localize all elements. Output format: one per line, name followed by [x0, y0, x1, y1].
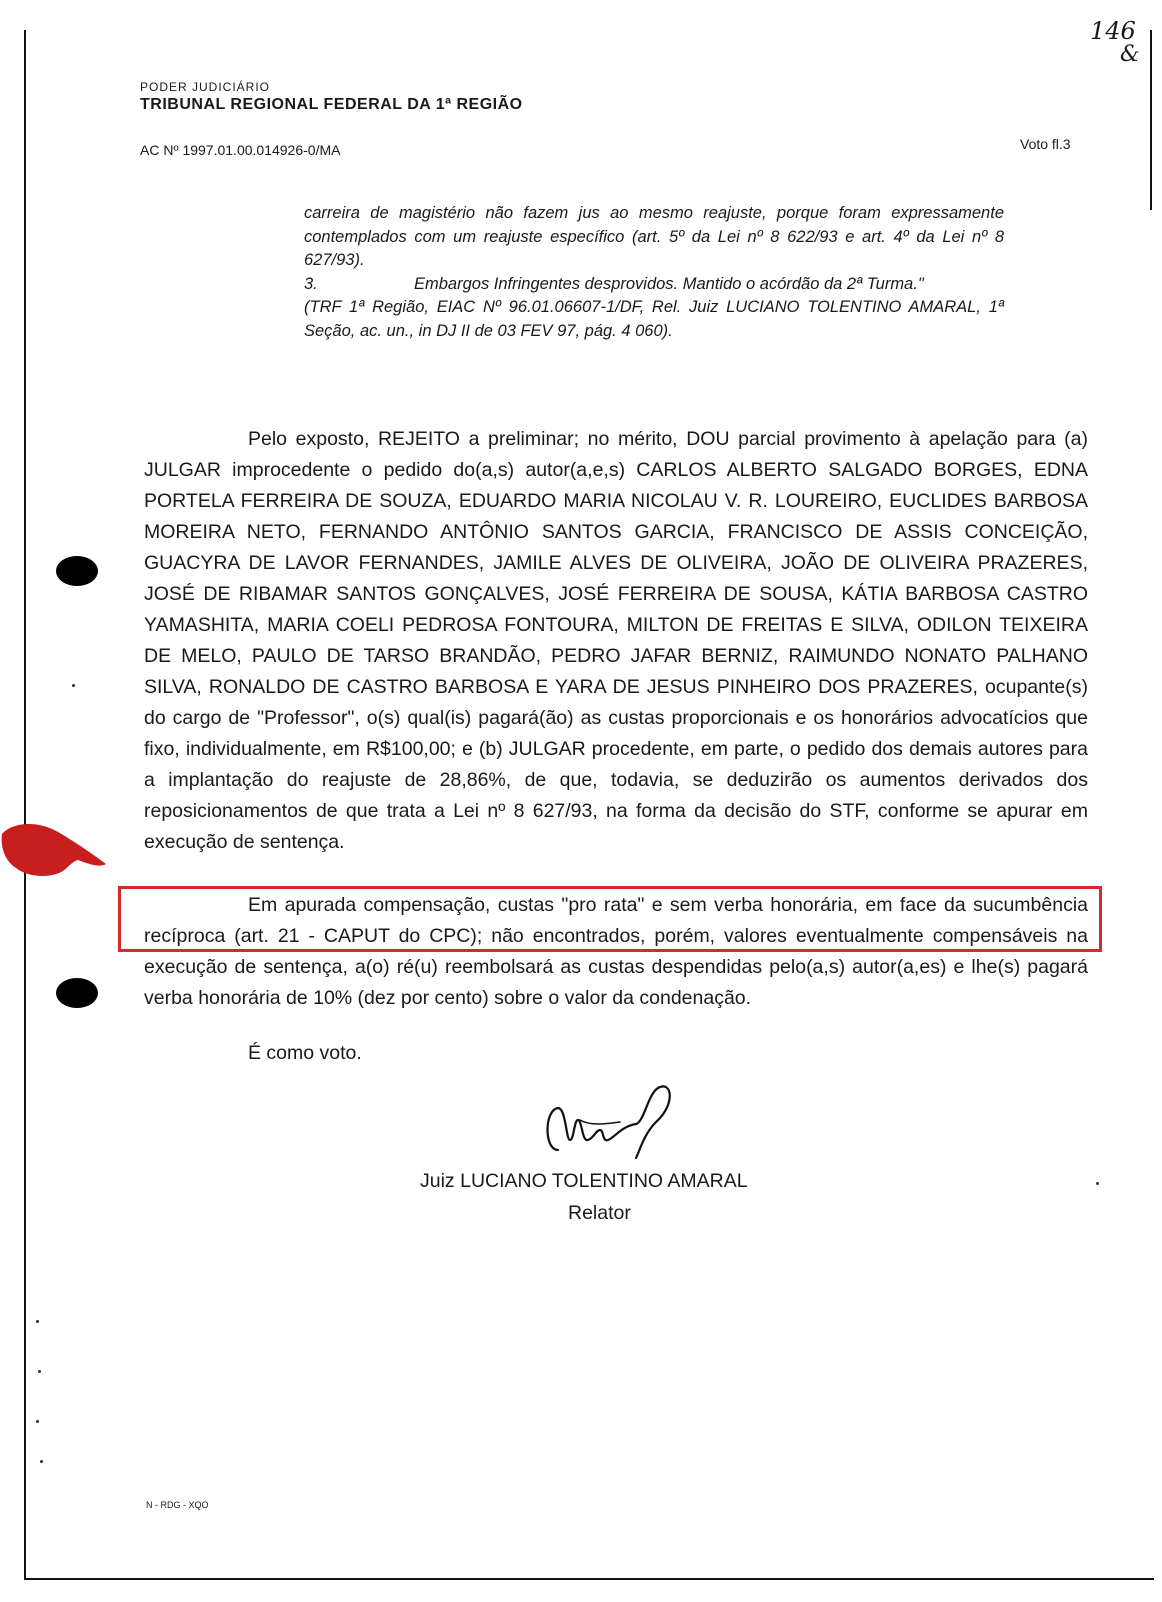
- signature-mark: [540, 1080, 690, 1170]
- punch-hole: [56, 978, 98, 1008]
- sheet-label: Voto fl.3: [1020, 136, 1071, 152]
- highlight-box: [118, 886, 1102, 952]
- scan-speck: [36, 1320, 39, 1323]
- judge-name: Juiz LUCIANO TOLENTINO AMARAL: [420, 1170, 748, 1192]
- punch-hole: [56, 556, 98, 586]
- judge-role: Relator: [568, 1202, 631, 1224]
- quote-item-number: 3.: [304, 274, 318, 293]
- process-number: AC Nº 1997.01.00.014926-0/MA: [140, 142, 341, 158]
- scan-border-right: [1150, 30, 1152, 210]
- org-line-2: TRIBUNAL REGIONAL FEDERAL DA 1ª REGIÃO: [140, 96, 523, 113]
- scan-speck: [1096, 1182, 1099, 1185]
- scan-speck: [36, 1420, 39, 1423]
- ruling-paragraph: Pelo exposto, REJEITO a preliminar; no mérito, DOU parcial provimento à apelação para (a) JULGAR improcedente o pedido do(a,s) autor(a,e,s) CARLOS ALBERTO SALGADO BORGES, EDNA PORTELA FERREIRA DE SOUZA, EDUARDO MARIA NICOLAU V. R. LOUREIRO, EUCLIDES BARBOSA MOREIRA NETO, FERNANDO ANTÔNIO SANTOS GARCIA, FRANCISCO DE ASSIS CONCEIÇÃO, GUACYRA DE LAVOR FERNANDES, JAMILE ALVES DE OLIVEIRA, JOÃO DE OLIVEIRA PRAZERES, JOSÉ DE RIBAMAR SANTOS GONÇALVES, JOSÉ FERREIRA DE SOUSA, KÁTIA BARBOSA CASTRO YAMASHITA, MARIA COELI PEDROSA FONTOURA, MILTON DE FREITAS E SILVA, ODILON TEIXEIRA DE MELO, PAULO DE TARSO BRANDÃO, PEDRO JAFAR BERNIZ, RAIMUNDO NONATO PALHANO SILVA, RONALDO DE CASTRO BARBOSA E YARA DE JESUS PINHEIRO DOS PRAZERES, ocupante(s) do cargo de "Professor", o(s) qual(is) pagará(ão) as custas proporcionais e os honorários advocatícios que fixo, individualmente, em R$100,00; e (b) JULGAR procedente, em parte, o pedido dos demais autores para a implantação do reajuste de 28,86%, de que, todavia, se deduzirão os aumentos derivados dos reposicionamentos de que trata a Lei nº 8 627/93, na forma da decisão do STF, conforme se apurar em execução de sentença.: [144, 428, 1088, 853]
- quoted-precedent: [304, 202, 1004, 343]
- scan-border-bottom: [24, 1578, 1154, 1580]
- org-line-1: PODER JUDICIÁRIO: [140, 80, 271, 94]
- quote-citation: (TRF 1ª Região, EIAC Nº 96.01.06607-1/DF, Rel. Juiz LUCIANO TOLENTINO AMARAL, 1ª Seção, ac. un., in DJ II de 03 FEV 97, pág. 4 060).: [304, 298, 1004, 340]
- quote-item-text: Embargos Infringentes desprovidos. Mantido o acórdão da 2ª Turma.": [414, 274, 924, 293]
- folio-number: 146: [1090, 17, 1136, 45]
- quote-item: [304, 273, 1004, 297]
- scan-speck: [72, 684, 75, 687]
- scan-speck: [38, 1370, 41, 1373]
- costs-paragraph: Em apurada compensação, custas "pro rata" e sem verba honorária, em face da sucumbência recíproca (art. 21 - CAPUT do CPC); não encontrados, porém, valores eventualmente compensáveis na execução de sentença, a(o) ré(u) reembolsará as custas despendidas pelo(a,s) autor(a,es) e lhe(s) pagará verba honorária de 10% (dez por cento) sobre o valor da condenação.: [144, 894, 1088, 1009]
- footer-code: N - RDG - XQO: [146, 1500, 209, 1510]
- pointing-hand-icon: [0, 820, 110, 880]
- closing-paragraph: É como voto.: [248, 1042, 362, 1064]
- scan-border-left: [24, 30, 26, 1578]
- quote-text: carreira de magistério não fazem jus ao mesmo reajuste, porque foram expressamente contemplados com um reajuste específico (art. 5º da Lei nº 8 622/93 e art. 4º da Lei nº 8 627/93).: [304, 204, 1004, 269]
- scan-speck: [40, 1460, 43, 1463]
- folio-mark: &: [1120, 42, 1140, 67]
